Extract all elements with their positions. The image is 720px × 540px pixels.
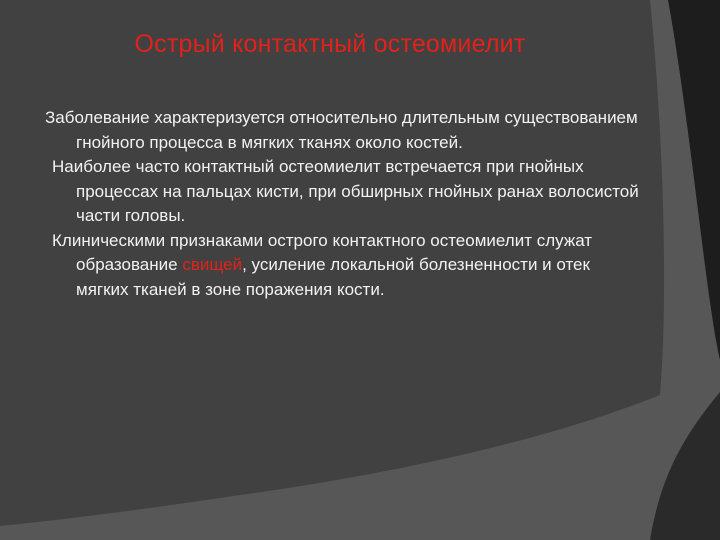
paragraph-2: Наиболее часто контактный остеомиелит встречается при гнойных процессах на пальцах кисти, при обширных гнойных ранах волосистой части головы. — [52, 157, 639, 225]
slide-title: Острый контактный остеомиелит — [134, 30, 526, 58]
paragraph-1: Заболевание характеризуется относительно длительным существованием гнойного процесса в мягких тканях около костей. — [45, 108, 638, 152]
paragraph-3-after: , усиление локальной болезненности и отек мягких тканей в зоне поражения кости. — [76, 255, 590, 299]
highlight-term: свищей — [182, 255, 243, 274]
paragraph-3 — [0, 229, 640, 303]
slide-body — [0, 106, 640, 302]
paragraph-3-before: Клиническими признаками острого контактного остеомиелит служат образование — [52, 230, 593, 274]
